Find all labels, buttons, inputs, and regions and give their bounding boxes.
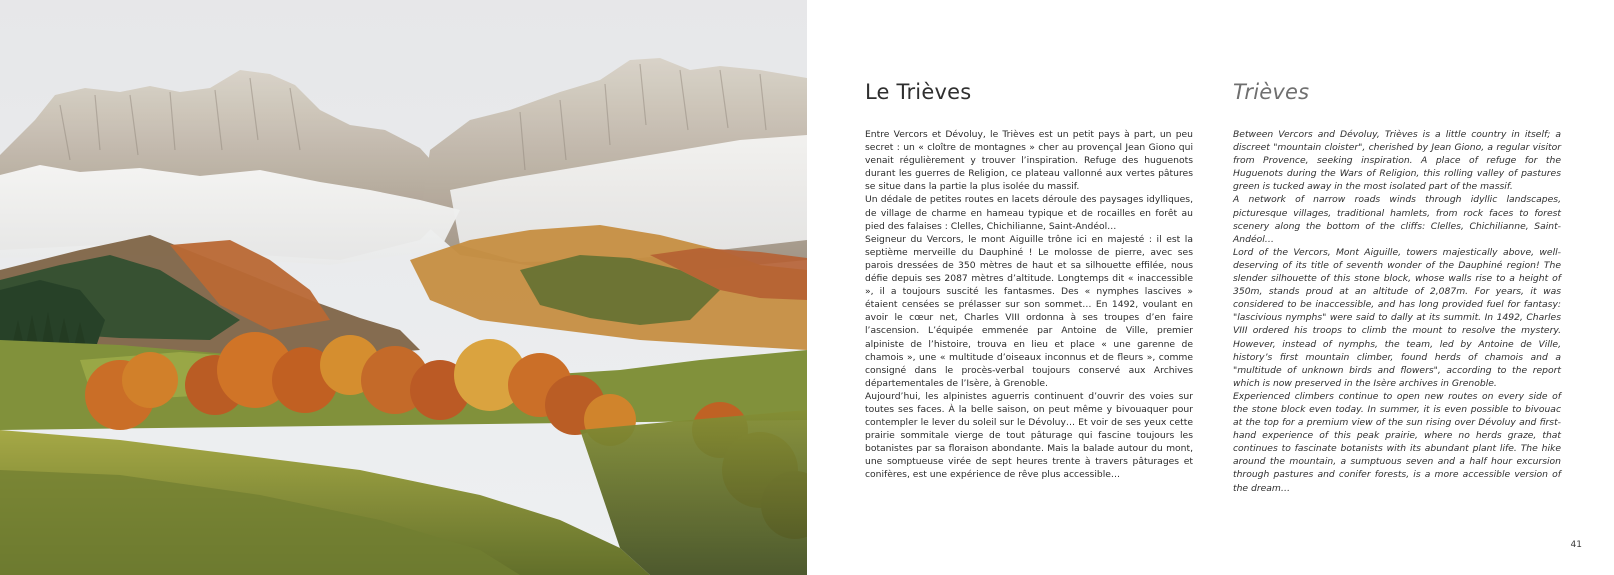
- french-paragraph: Entre Vercors et Dévoluy, le Trièves est un petit pays à part, un peu secret : un « cloître de montagnes » cher au provençal Jean Giono qui venait régulièrement y trouver l’inspiration. Refuge des huguenots durant les guerres de Religion, ce plateau vallonné aux vertes pâtures se situe dans la partie la plus isolée du massif.: [865, 129, 1193, 193]
- french-paragraph: Seigneur du Vercors, le mont Aiguille trône ici en majesté : il est la septième merveille du Dauphiné ! Le molosse de pierre, avec ses parois dressées de 350 mètres de haut et sa silhouette effilée, nous défie depuis ses 2087 mètres d’altitude. Longtemps dit « inaccessible », il a toujours suscité les fantasmes. Des « nymphes lascives » étaient censées se prélasser sur son sommet… En 1492, voulant en avoir le cœur net, Charles VIII ordonna à ses troupes d’en faire l’ascension. L’équipée emmenée par Antoine de Ville, premier alpiniste de l’histoire, trouva en lieu et place « une garenne de chamois », une « multitude d’oiseaux inconnus et de fleurs », comme consigné dans le procès-verbal toujours conservé aux Archives départementales de l’Isère, à Grenoble.: [865, 233, 1193, 389]
- english-body: [1233, 128, 1561, 495]
- english-title: Trièves: [1233, 80, 1310, 104]
- english-paragraph: Lord of the Vercors, Mont Aiguille, towers majestically above, well-deserving of its title of seventh wonder of the Dauphiné region! The slender silhouette of this stone block, whose walls rise to a height of 350m, stands proud at an altitude of 2,087m. For years, it was considered to be inaccessible, and has long provided fuel for fantasy: "lascivious nymphs" were said to dally at its summit. In 1492, Charles VIII ordered his troops to climb the mount to resolve the mystery. However, instead of nymphs, the team, led by Antoine de Ville, history’s first mountain climber, found herds of chamois and a "multitude of unknown birds and flowers", according to the report which is now preserved in the Isère archives in Grenoble.: [1233, 246, 1561, 389]
- page-number: 41: [1570, 540, 1582, 550]
- french-body: [865, 128, 1193, 482]
- french-title: Le Trièves: [865, 80, 972, 104]
- french-paragraph: Aujourd’hui, les alpinistes aguerris continuent d’ouvrir des voies sur toutes ses faces. À la belle saison, on peut même y bivouaquer pour contempler le lever du soleil sur le Dévoluy… Et voir de ses yeux cette prairie sommitale vierge de tout pâturage qui fascine toujours les botanistes par sa floraison abondante. Mais la balade autour du mont, une somptueuse virée de sept heures trente à travers pâturages et conifères, est une expérience de rêve plus accessible…: [865, 390, 1193, 481]
- text-page: [807, 0, 1614, 575]
- english-paragraph: Experienced climbers continue to open new routes on every side of the stone block even today. In summer, it is even possible to bivouac at the top for a premium view of the sun rising over Dévoluy and first-hand experience of this peak prairie, where no herds graze, that continues to fascinate botanists with its abundant plant life. The hike around the mountain, a sumptuous seven and a half hour excursion through pastures and conifer forests, is a more accessible version of the dream…: [1233, 390, 1561, 494]
- english-paragraph: Between Vercors and Dévoluy, Trièves is a little country in itself; a discreet "mountain cloister", cherished by Jean Giono, a regular visitor from Provence, seeking inspiration. A place of refuge for the Huguenots during the Wars of Religion, this rolling valley of pastures green is tucked away in the most isolated part of the massif.: [1233, 129, 1561, 193]
- english-paragraph: A network of narrow roads winds through idyllic landscapes, picturesque villages, traditional hamlets, from rock faces to forest scenery along the bottom of the cliffs: Clelles, Chichilianne, Saint-Andéol…: [1233, 194, 1561, 245]
- french-paragraph: Un dédale de petites routes en lacets déroule des paysages idylliques, de village de charme en hameau typique et de rocailles en forêt au pied des falaises : Clelles, Chichilianne, Saint-Andéol…: [865, 194, 1193, 232]
